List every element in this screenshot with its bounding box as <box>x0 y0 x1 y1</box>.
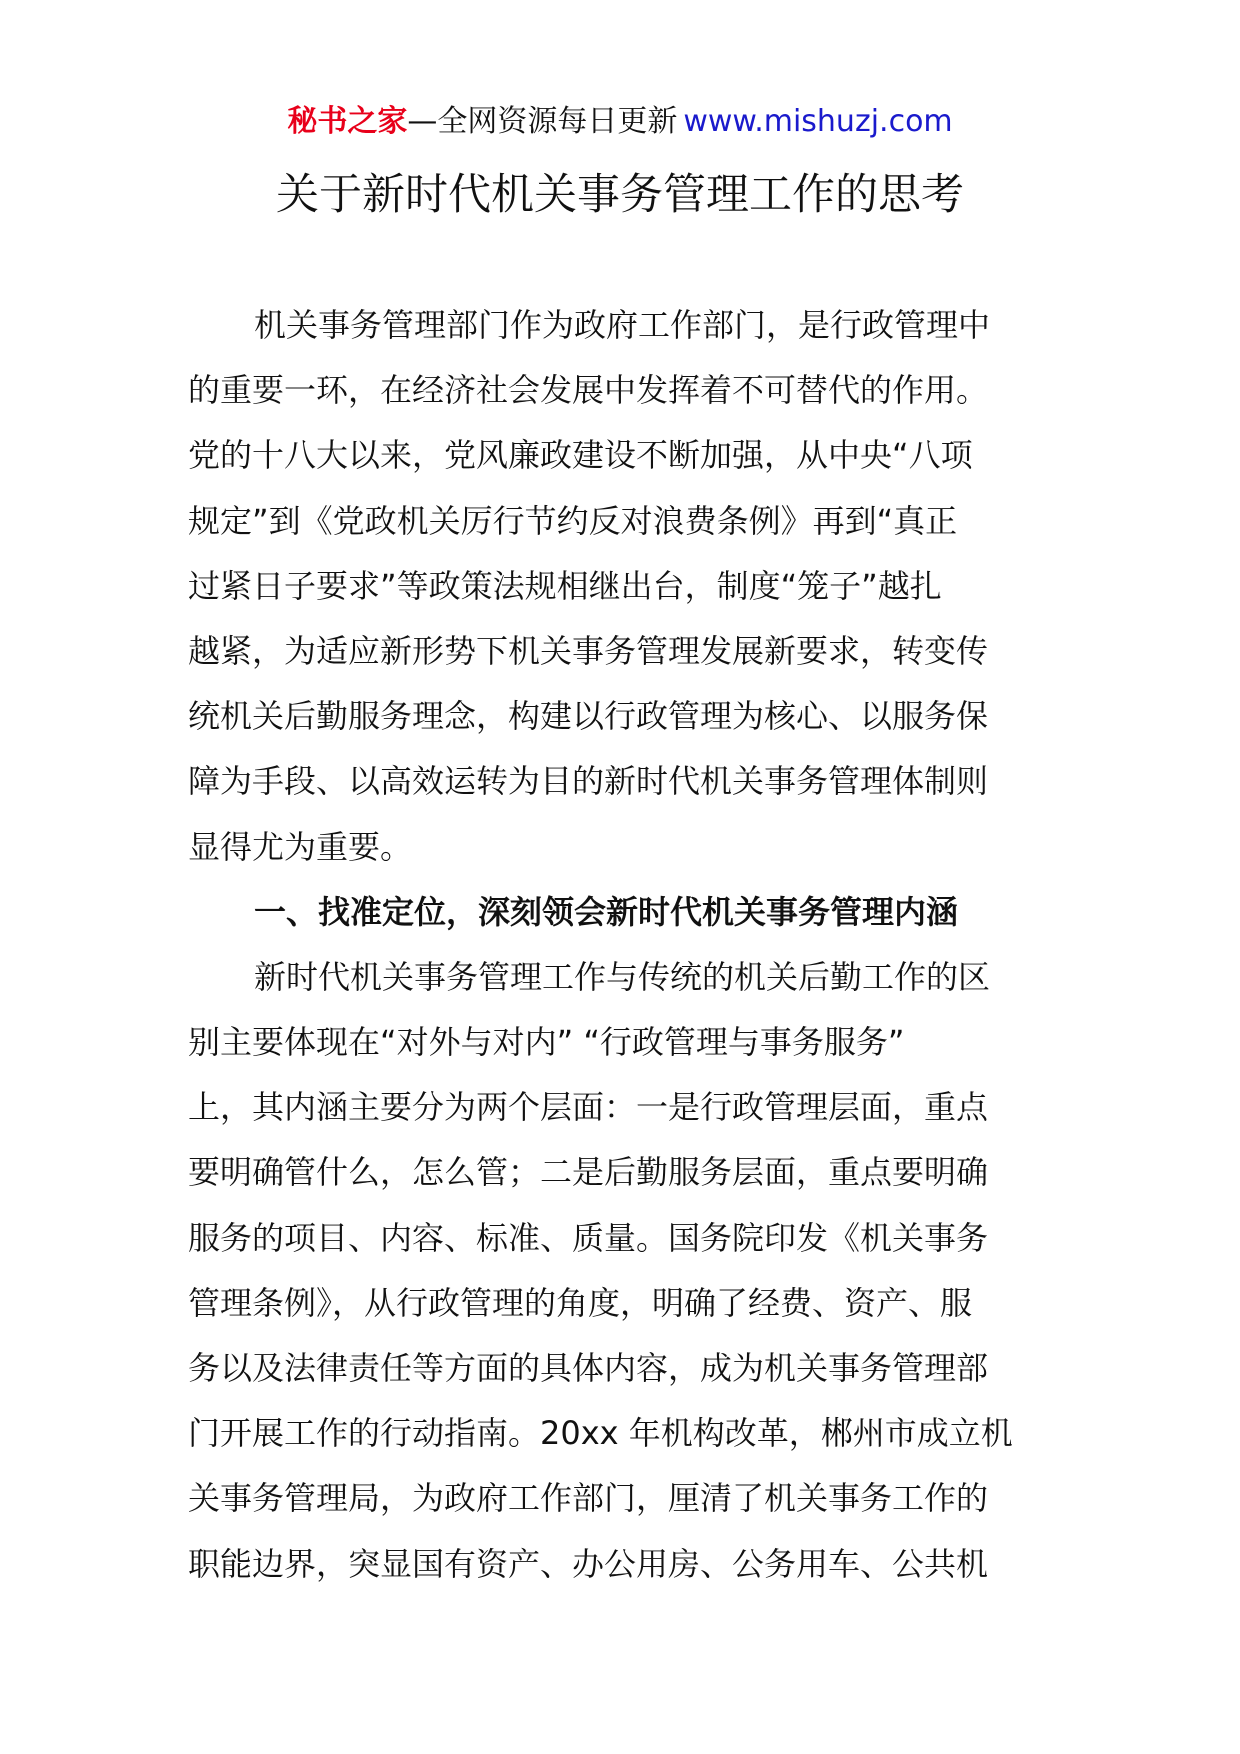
document-body <box>188 293 1056 1597</box>
body-line: 职能边界，突显国有资产、办公用房、公务用车、公共机 <box>188 1544 989 1583</box>
body-line: 门开展工作的行动指南。20xx 年机构改革，郴州市成立机 <box>188 1414 1013 1453</box>
section-heading: 一、找准定位，深刻领会新时代机关事务管理内涵 <box>254 892 959 931</box>
body-line: 规定”到《党政机关厉行节约反对浪费条例》再到“真正 <box>188 501 958 540</box>
body-line: 管理条例》，从行政管理的角度，明确了经费、资产、服 <box>188 1283 973 1322</box>
body-line: 障为手段、以高效运转为目的新时代机关事务管理体制则 <box>188 762 989 801</box>
header-tagline: —全网资源每日更新 <box>407 104 678 139</box>
header-banner <box>0 100 1240 144</box>
site-url-link[interactable]: www.mishuzj.com <box>683 104 953 139</box>
body-line: 显得尤为重要。 <box>188 827 413 866</box>
brand-name: 秘书之家 <box>287 104 408 139</box>
body-line: 关事务管理局，为政府工作部门，厘清了机关事务工作的 <box>188 1479 989 1518</box>
body-line: 上，其内涵主要分为两个层面：一是行政管理层面，重点 <box>188 1088 989 1127</box>
body-line: 过紧日子要求”等政策法规相继出台，制度“笼子”越扎 <box>188 566 942 605</box>
body-line: 越紧，为适应新形势下机关事务管理发展新要求，转变传 <box>188 631 989 670</box>
body-line: 党的十八大以来，党风廉政建设不断加强，从中央“八项 <box>188 436 973 475</box>
body-line: 务以及法律责任等方面的具体内容，成为机关事务管理部 <box>188 1349 989 1387</box>
body-line: 别主要体现在“对外与对内” “行政管理与事务服务” <box>188 1023 905 1062</box>
body-line: 统机关后勤服务理念，构建以行政管理为核心、以服务保 <box>188 697 989 736</box>
body-line: 机关事务管理部门作为政府工作部门，是行政管理中 <box>254 306 991 344</box>
body-line: 要明确管什么，怎么管；二是后勤服务层面，重点要明确 <box>188 1153 989 1192</box>
body-line: 服务的项目、内容、标准、质量。国务院印发《机关事务 <box>188 1218 989 1257</box>
document-title: 关于新时代机关事务管理工作的思考 <box>276 170 964 220</box>
body-line: 的重要一环，在经济社会发展中发挥着不可替代的作用。 <box>188 371 989 410</box>
body-line: 新时代机关事务管理工作与传统的机关后勤工作的区 <box>254 957 991 996</box>
